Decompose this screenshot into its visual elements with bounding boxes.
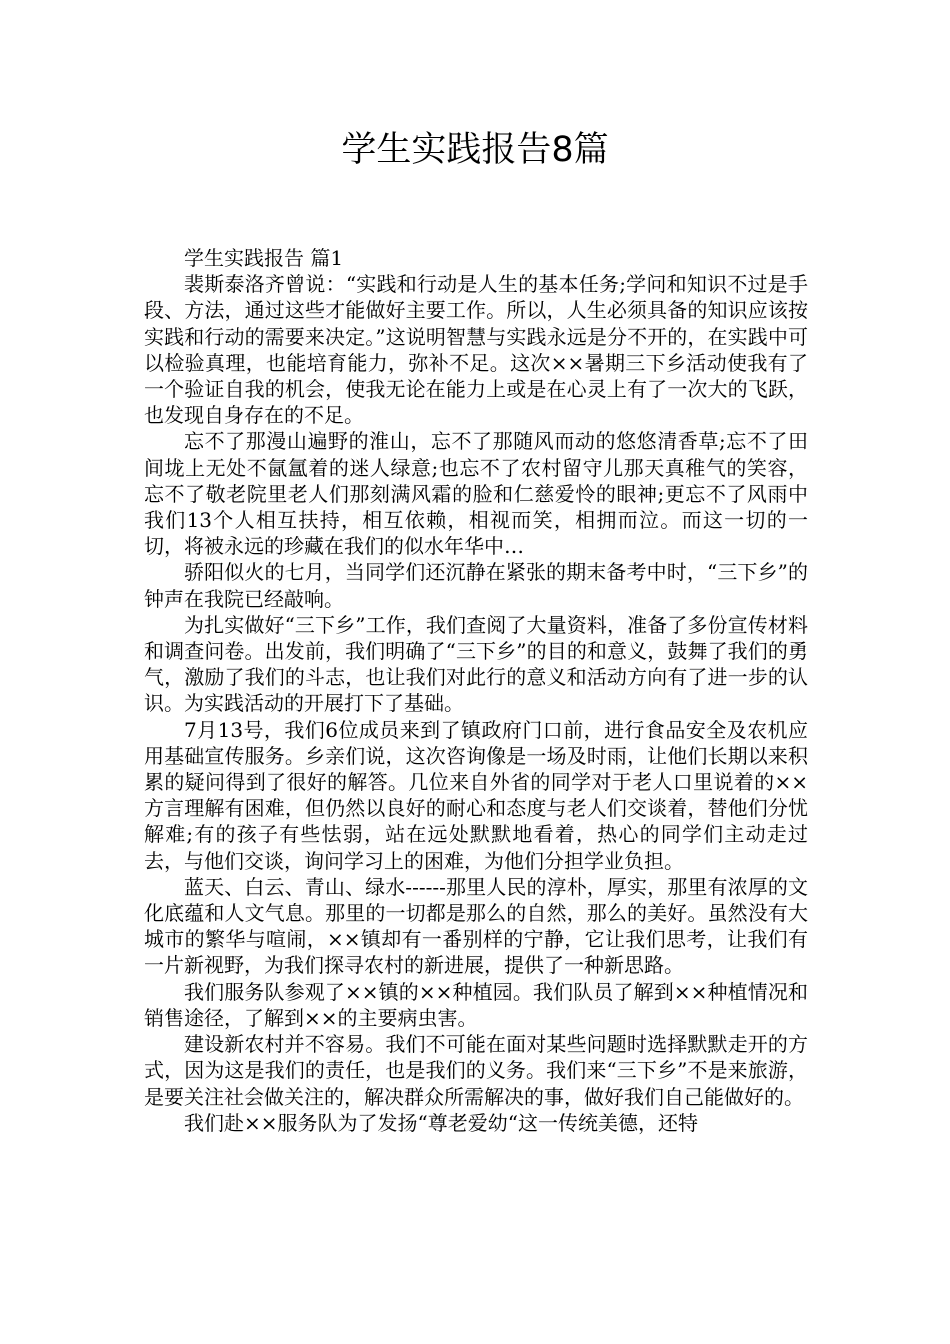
paragraph-5: 7月13号，我们6位成员来到了镇政府门口前，进行食品安全及农机应用基础宣传服务。乡亲们说，这次咨询像是一场及时雨，让他们长期以来积累的疑问得到了很好的解答。几位来自外省的同学对于老人口里说着的××方言理解有困难，但仍然以良好的耐心和态度与老人们交谈着，替他们分忧解难;有的孩子有些怯弱，站在远处默默地看着，热心的同学们主动走过去，与他们交谈，询问学习上的困难，为他们分担学业负担。 bbox=[144, 717, 808, 873]
paragraph-1: 裴斯泰洛齐曾说：“实践和行动是人生的基本任务;学问和知识不过是手段、方法，通过这些才能做好主要工作。所以，人生必须具备的知识应该按实践和行动的需要来决定。”这说明智慧与实践永远是分不开的，在实践中可以检验真理，也能培育能力，弥补不足。这次××暑期三下乡活动使我有了一个验证自我的机会，使我无论在能力上或是在心灵上有了一次大的飞跃，也发现自身存在的不足。 bbox=[144, 272, 808, 428]
document-body bbox=[144, 245, 808, 1136]
paragraph-6: 蓝天、白云、青山、绿水------那里人民的淳朴，厚实，那里有浓厚的文化底蕴和人文气息。那里的一切都是那么的自然，那么的美好。虽然没有大城市的繁华与喧闹，××镇却有一番别样的宁静，它让我们思考，让我们有一片新视野，为我们探寻农村的新进展，提供了一种新思路。 bbox=[144, 874, 808, 978]
paragraph-3: 骄阳似火的七月，当同学们还沉静在紧张的期末备考中时，“三下乡”的钟声在我院已经敲响。 bbox=[144, 560, 808, 611]
paragraph-8: 建设新农村并不容易。我们不可能在面对某些问题时选择默默走开的方式，因为这是我们的责任，也是我们的义务。我们来“三下乡”不是来旅游，是要关注社会做关注的，解决群众所需解决的事，做好我们自己能做好的。 bbox=[144, 1032, 808, 1109]
paragraph-9: 我们赴××服务队为了发扬“尊老爱幼“这一传统美德，还特 bbox=[184, 1110, 698, 1135]
paragraph-4: 为扎实做好“三下乡”工作，我们查阅了大量资料，准备了多份宣传材料和调查问卷。出发前，我们明确了“三下乡”的目的和意义，鼓舞了我们的勇气，激励了我们的斗志，也让我们对此行的意义和活动方向有了进一步的认识。为实践活动的开展打下了基础。 bbox=[144, 612, 808, 716]
paragraph-7: 我们服务队参观了××镇的××种植园。我们队员了解到××种植情况和销售途径，了解到××的主要病虫害。 bbox=[144, 979, 808, 1030]
document-title: 学生实践报告8篇 bbox=[341, 130, 609, 170]
paragraph-2: 忘不了那漫山遍野的淮山，忘不了那随风而动的悠悠清香草;忘不了田间垅上无处不氤氲着的迷人绿意;也忘不了农村留守儿那天真稚气的笑容，忘不了敬老院里老人们那刻满风霜的脸和仁慈爱怜的眼神;更忘不了风雨中我们13个人相互扶持，相互依赖，相视而笑，相拥而泣。而这一切的一切，将被永远的珍藏在我们的似水年华中… bbox=[144, 429, 808, 559]
section-heading: 学生实践报告 篇1 bbox=[184, 246, 344, 270]
